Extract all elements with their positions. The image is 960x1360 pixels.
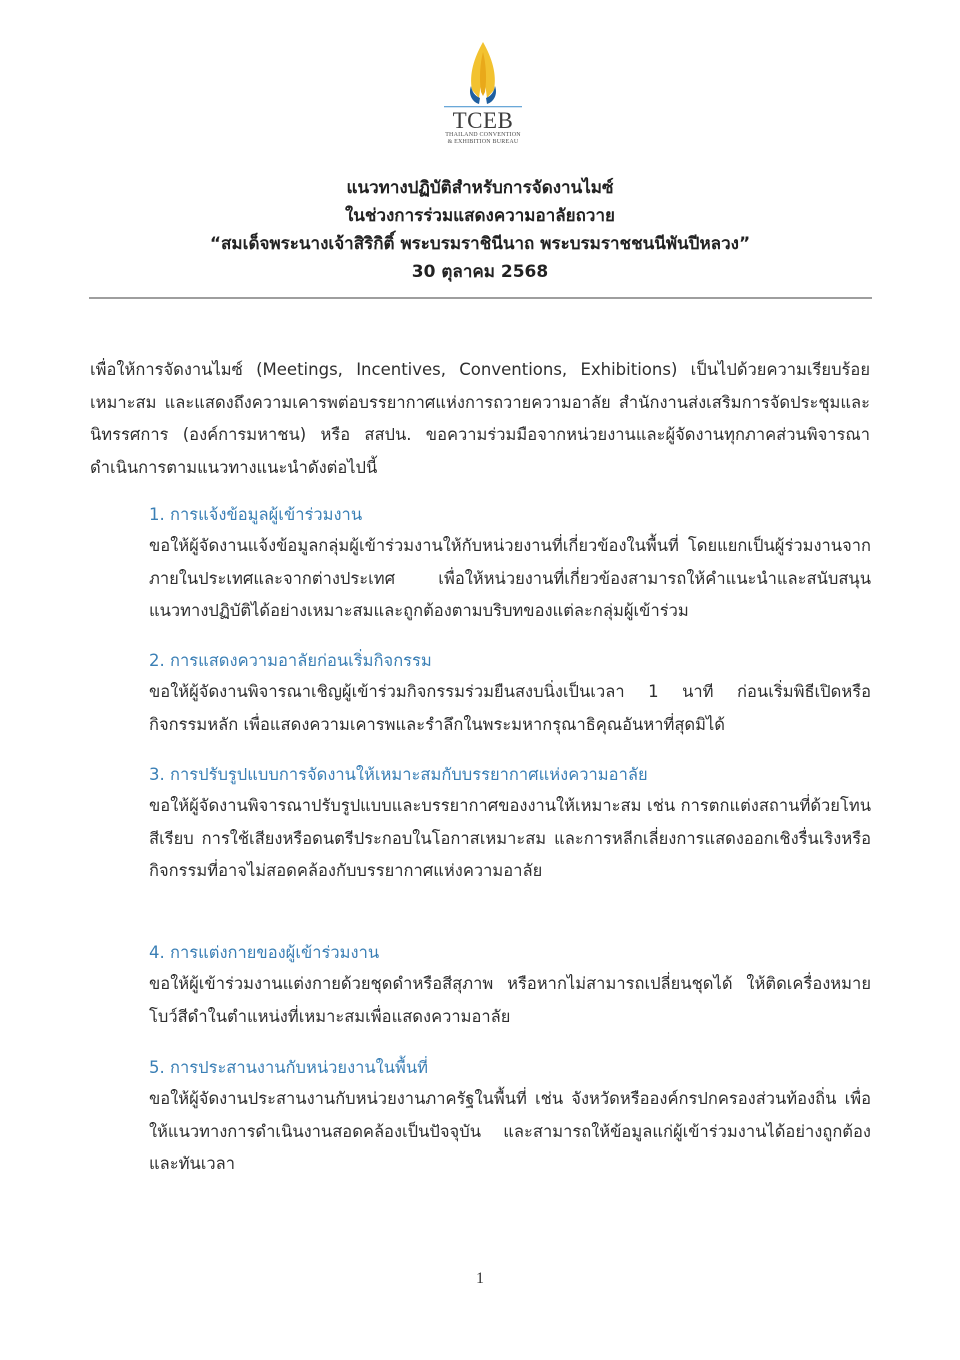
section-heading: 4. การแต่งกายของผู้เข้าร่วมงาน	[149, 943, 380, 962]
page-number: 1	[476, 1270, 484, 1287]
title-line-1: แนวทางปฏิบัติสำหรับการจัดงานไมซ์	[346, 178, 614, 198]
section-heading: 5. การประสานงานกับหน่วยงานในพื้นที่	[149, 1058, 429, 1077]
section-body: ขอให้ผู้จัดงานประสานงานกับหน่วยงานภาครัฐในพื้นที่ เช่น จังหวัดหรือองค์กรปกครองส่วนท้องถิ่น เพื่อให้แนวทางการดำเนินงานสอดคล้องเป็นปัจจุบัน และสามารถให้ข้อมูลแก่ผู้เข้าร่วมงานได้อย่างถูกต้องและทันเวลา	[149, 1089, 871, 1173]
section-body: ขอให้ผู้จัดงานแจ้งข้อมูลกลุ่มผู้เข้าร่วมงานให้กับหน่วยงานที่เกี่ยวข้องในพื้นที่ โดยแยกเป็นผู้ร่วมงานจากภายในประเทศและจากต่างประเทศ เพื่อให้หน่วยงานที่เกี่ยวข้องสามารถให้คำแนะนำและสนับสนุนแนวทางปฏิบัติได้อย่างเหมาะสมและถูกต้องตามบริบทของแต่ละกลุ่มผู้เข้าร่วม	[149, 536, 871, 620]
section-body: ขอให้ผู้เข้าร่วมงานแต่งกายด้วยชุดดำหรือสีสุภาพ หรือหากไม่สามารถเปลี่ยนชุดได้ ให้ติดเครื่องหมายโบว์สีดำในตำแหน่งที่เหมาะสมเพื่อแสดงความอาลัย	[149, 974, 871, 1026]
title-date: 30 ตุลาคม 2568	[411, 262, 549, 282]
intro-paragraph: เพื่อให้การจัดงานไมซ์ (Meetings, Incentives, Conventions, Exhibitions) เป็นไปด้วยความเรียบร้อย เหมาะสม และแสดงถึงความเคารพต่อบรรยากาศแห่งการถวายความอาลัย สำนักงานส่งเสริมการจัดประชุมและนิทรรศการ (องค์การมหาชน) หรือ สสปน. ขอความร่วมมือจากหน่วยงานและผู้จัดงานทุกภาคส่วนพิจารณาดำเนินการตามแนวทางแนะนำดังต่อไปนี้	[90, 360, 870, 477]
logo-wordmark: TCEB	[452, 108, 514, 133]
section-heading: 1. การแจ้งข้อมูลผู้เข้าร่วมงาน	[149, 505, 363, 524]
section-4	[149, 938, 871, 1033]
section-3	[149, 760, 871, 888]
section-heading: 3. การปรับรูปแบบการจัดงานให้เหมาะสมกับบรรยากาศแห่งความอาลัย	[149, 765, 648, 784]
title-line-2: ในช่วงการร่วมแสดงความอาลัยถวาย	[345, 206, 615, 226]
section-2	[149, 646, 871, 741]
tceb-logo	[428, 38, 538, 150]
title-divider	[89, 297, 872, 299]
logo-subtitle-2: & EXHIBITION BUREAU	[447, 139, 519, 145]
section-5	[149, 1053, 871, 1181]
section-1	[149, 500, 871, 628]
section-heading: 2. การแสดงความอาลัยก่อนเริ่มกิจกรรม	[149, 651, 432, 670]
document-title	[0, 174, 960, 286]
section-body: ขอให้ผู้จัดงานพิจารณาเชิญผู้เข้าร่วมกิจกรรมร่วมยืนสงบนิ่งเป็นเวลา 1 นาที ก่อนเริ่มพิธีเปิดหรือกิจกรรมหลัก เพื่อแสดงความเคารพและรำลึกในพระมหากรุณาธิคุณอันหาที่สุดมิได้	[149, 682, 871, 734]
title-line-3: “สมเด็จพระนางเจ้าสิริกิติ์ พระบรมราชินีนาถ พระบรมราชชนนีพันปีหลวง”	[209, 234, 751, 254]
logo-subtitle-1: THAILAND CONVENTION	[445, 132, 521, 138]
section-body: ขอให้ผู้จัดงานพิจารณาปรับรูปแบบและบรรยากาศของงานให้เหมาะสม เช่น การตกแต่งสถานที่ด้วยโทนสีเรียบ การใช้เสียงหรือดนตรีประกอบในโอกาสเหมาะสม และการหลีกเลี่ยงการแสดงออกเชิงรื่นเริงหรือกิจกรรมที่อาจไม่สอดคล้องกับบรรยากาศแห่งความอาลัย	[149, 796, 871, 880]
praying-hands-flame-icon	[438, 38, 528, 110]
